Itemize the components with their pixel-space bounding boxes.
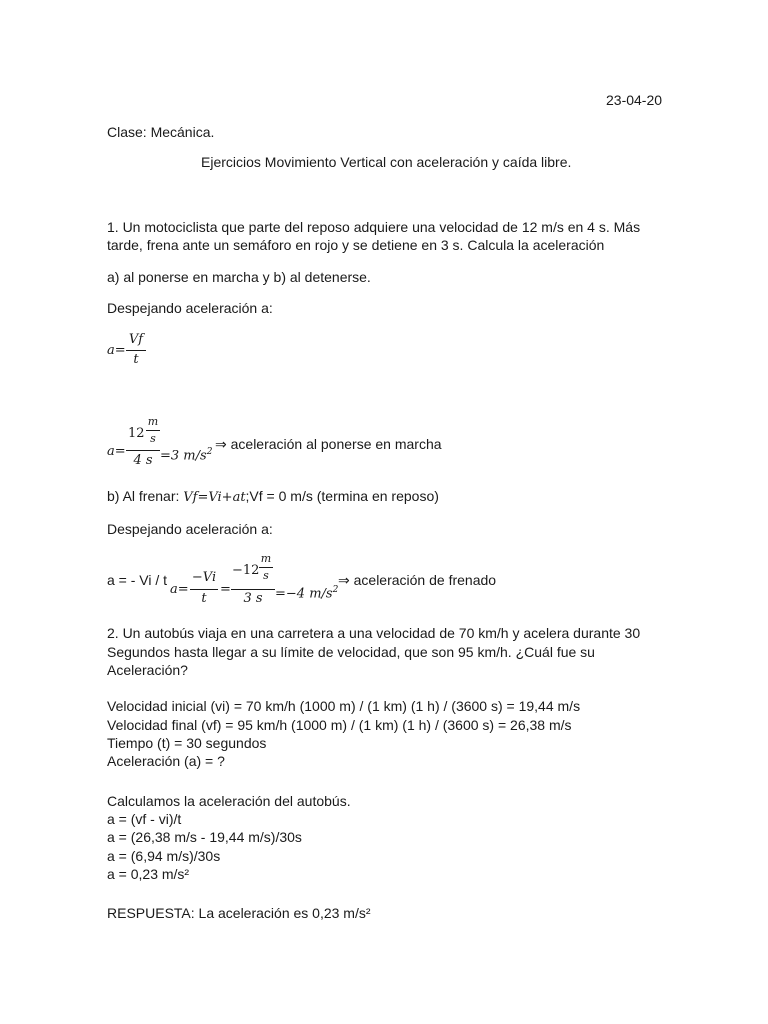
ex2-answer: RESPUESTA: La aceleración es 0,23 m/s² xyxy=(107,905,371,921)
formula1-numerator: Vf xyxy=(128,332,144,347)
ex1-b-line xyxy=(107,486,439,508)
formula2-unit-num: m xyxy=(147,415,159,428)
formula3-exponent: 2 xyxy=(332,585,339,595)
ex2-calc-line: a = (26,38 m/s - 19,44 m/s)/30s xyxy=(107,829,302,845)
formula1-fraction-bar xyxy=(126,350,146,351)
ex1-despejando-b: Despejando aceleración a: xyxy=(107,521,273,537)
ex2-calc-line: a = (vf - vi)/t xyxy=(107,811,182,827)
formula2-rhs: =3 $m/s^2$ xyxy=(160,447,213,464)
formula3-unit-den: s xyxy=(263,569,269,582)
ex1-b-tail: ;Vf = 0 m/s (termina en reposo) xyxy=(245,488,439,504)
ex2-data-line: Aceleración (a) = ? xyxy=(107,753,225,769)
formula2-unit-den: s xyxy=(150,432,156,445)
class-label: Clase: Mecánica. xyxy=(107,124,215,140)
document-title: Ejercicios Movimiento Vertical con aceleración y caída libre. xyxy=(201,154,572,170)
ex2-calc-line: a = (6,94 m/s)/30s xyxy=(107,848,221,864)
ex1-despejando-a: Despejando aceleración a: xyxy=(107,300,273,316)
formula3-equals: = xyxy=(220,582,231,597)
formula2-text: ⇒ aceleración al ponerse en marcha xyxy=(215,436,442,452)
ex2-statement-line3: Aceleración? xyxy=(107,662,188,678)
ex2-calc-line: Calculamos la aceleración del autobús. xyxy=(107,793,351,809)
ex2-data-line: Velocidad final (vf) = 95 km/h (1000 m) / (1 km) (1 h) / (3600 s) = 26,38 m/s xyxy=(107,717,572,733)
formula1-denominator: t xyxy=(133,352,139,367)
ex1-statement-line1: 1. Un motociclista que parte del reposo adquiere una velocidad de 12 m/s en 4 s. Más xyxy=(107,219,641,235)
ex1-b-equation: Vf=Vi+at xyxy=(183,490,246,505)
formula3-frac1-bar xyxy=(190,589,218,590)
formula3-plain: a = - Vi / t xyxy=(107,572,168,588)
formula2-fraction-bar xyxy=(126,450,160,451)
formula3-frac1-num: −Vi xyxy=(191,570,217,585)
formula2-num-coef: 12 xyxy=(128,426,145,441)
formula3-text: ⇒ aceleración de frenado xyxy=(338,572,497,588)
ex2-statement-line1: 2. Un autobús viaja en una carretera a una velocidad de 70 km/h y acelera durante 30 xyxy=(107,625,641,641)
ex1-b-label: b) Al frenar: xyxy=(107,488,184,504)
ex1-statement-line2: tarde, frena ante un semáforo en rojo y se detiene en 3 s. Calcula la aceleración xyxy=(107,237,605,253)
formula3-unit-num: m xyxy=(260,552,272,565)
formula2-exponent: 2 xyxy=(206,447,213,457)
formula2-lhs: a= xyxy=(107,444,126,459)
ex2-statement-line2: Segundos hasta llegar a su límite de velocidad, que son 95 km/h. ¿Cuál fue su xyxy=(107,644,595,660)
ex1-parts: a) al ponerse en marcha y b) al detenerse. xyxy=(107,269,371,285)
formula3-lhs: a= xyxy=(170,582,189,597)
formula2-denominator: 4 s xyxy=(133,453,153,468)
formula3-frac1-den: t xyxy=(201,591,207,606)
formula3-num-coef: −12 xyxy=(232,563,260,578)
ex2-data-line: Tiempo (t) = 30 segundos xyxy=(107,735,267,751)
formula3-unit-bar xyxy=(259,567,273,568)
ex2-calc-line: a = 0,23 m/s² xyxy=(107,866,190,882)
formula1-lhs: a= xyxy=(107,343,126,358)
document-date: 23-04-20 xyxy=(606,92,663,108)
ex2-data-line: Velocidad inicial (vi) = 70 km/h (1000 m) / (1 km) (1 h) / (3600 s) = 19,44 m/s xyxy=(107,698,581,714)
formula3-fraction-bar xyxy=(231,589,275,590)
formula3-rhs: =−4 $m/s^2$ xyxy=(275,585,339,602)
formula2-unit-bar xyxy=(146,430,160,431)
formula3-denominator: 3 s xyxy=(243,591,263,606)
